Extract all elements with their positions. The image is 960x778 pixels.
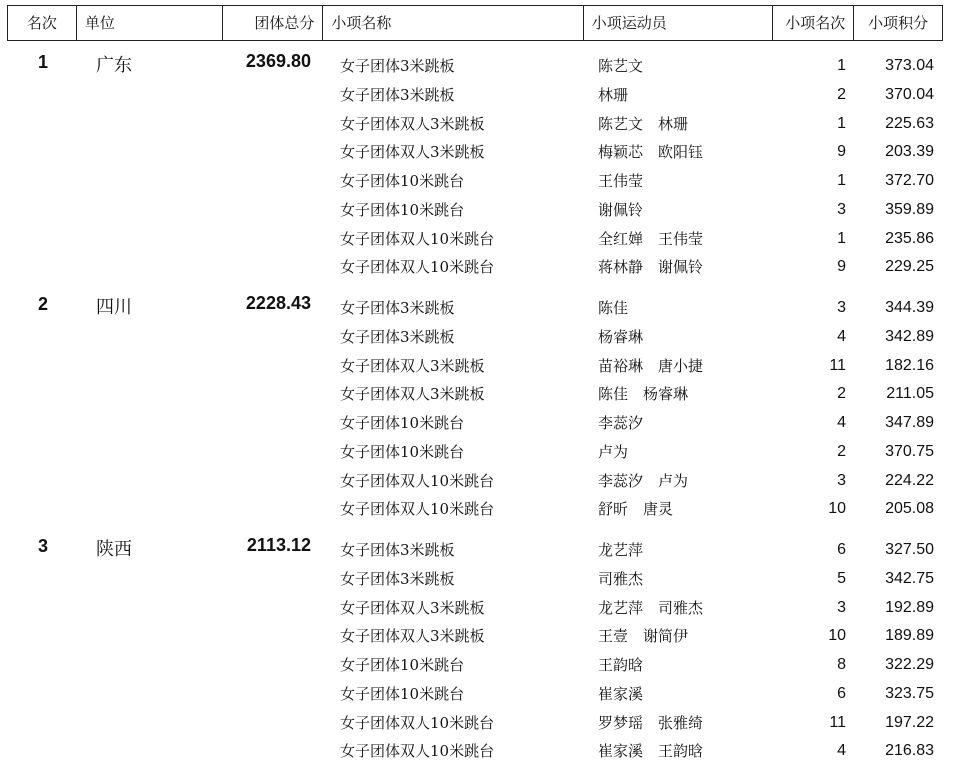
table-row [0,409,960,438]
event-rank: 6 [837,684,846,702]
event-rank: 3 [837,299,846,316]
event-score: 373.04 [885,57,934,74]
event-athletes: 司雅杰 [598,569,644,588]
table-row [0,81,960,110]
event-score: 235.86 [885,229,934,247]
event-name: 女子团体10米跳台 [340,172,465,190]
event-score: 347.89 [885,414,934,431]
event-score: 216.83 [885,742,934,760]
event-name: 女子团体10米跳台 [340,684,465,703]
event-name: 女子团体3米跳板 [340,569,455,588]
event-athletes: 蒋林静 谢佩铃 [598,258,704,277]
team-unit: 陕西 [96,539,132,560]
event-name: 女子团体3米跳板 [340,541,455,559]
event-name: 女子团体双人10米跳台 [340,258,495,277]
header-event-rank: 小项名次 [773,6,854,40]
event-score: 197.22 [885,713,934,731]
event-score: 370.75 [885,442,934,460]
event-rank: 11 [829,356,846,374]
event-score: 370.04 [885,85,934,103]
event-score: 342.75 [885,569,934,587]
event-name: 女子团体双人3米跳板 [340,385,485,404]
event-name: 女子团体双人3米跳板 [340,356,485,375]
event-athletes: 陈艺文 [598,57,644,75]
event-rank: 4 [837,742,846,760]
event-rank: 3 [837,200,846,218]
event-score: 203.39 [885,143,934,161]
event-athletes: 卢为 [598,442,629,461]
event-rank: 2 [837,85,846,103]
event-name: 女子团体3米跳板 [340,85,455,104]
event-athletes: 李蕊汐 卢为 [598,471,689,490]
event-score: 372.70 [885,172,934,189]
event-name: 女子团体3米跳板 [340,299,455,317]
event-rank: 9 [837,143,846,161]
event-athletes: 林珊 [598,85,629,104]
team-total: 2228.43 [245,293,311,313]
event-rank: 1 [837,114,846,132]
event-rank: 6 [837,541,846,558]
event-athletes: 舒昕 唐灵 [598,500,674,519]
table-row [0,294,960,323]
table-row [0,253,960,282]
header-event: 小项名称 [323,6,583,40]
event-score: 189.89 [885,627,934,645]
event-name: 女子团体双人10米跳台 [340,500,495,519]
event-rank: 10 [828,627,846,645]
event-rank: 4 [837,414,846,431]
table-row [0,495,960,524]
table-row [0,196,960,225]
event-score: 327.50 [885,541,934,558]
team-total: 2369.80 [245,51,311,71]
event-score: 211.05 [886,385,934,403]
event-rank: 2 [837,442,846,460]
team-rank: 3 [38,536,49,556]
event-score: 225.63 [885,114,934,132]
event-rows [0,536,960,766]
team-rank: 2 [38,294,49,314]
event-athletes: 龙艺萍 司雅杰 [598,598,704,617]
table-row [0,52,960,81]
event-athletes: 王伟莹 [598,172,644,190]
event-name: 女子团体双人3米跳板 [340,627,485,646]
table-header [7,5,943,41]
event-name: 女子团体10米跳台 [340,656,465,674]
event-rank: 9 [837,258,846,276]
event-athletes: 杨睿琳 [598,327,644,346]
event-name: 女子团体双人10米跳台 [340,713,495,732]
event-score: 192.89 [885,598,934,616]
header-rank: 名次 [8,6,77,40]
event-rank: 1 [837,172,846,189]
event-name: 女子团体双人10米跳台 [340,471,495,490]
table-row [0,565,960,594]
event-athletes: 苗裕琳 唐小捷 [598,356,704,375]
event-athletes: 陈佳 杨睿琳 [598,385,689,404]
team-unit: 广东 [96,55,132,76]
event-rank: 3 [837,598,846,616]
event-name: 女子团体双人10米跳台 [340,742,495,761]
event-rows [0,52,960,282]
event-athletes: 陈艺文 林珊 [598,114,689,133]
event-name: 女子团体双人3米跳板 [340,598,485,617]
event-rank: 2 [837,385,846,403]
event-score: 342.89 [885,327,934,345]
table-row [0,167,960,196]
event-athletes: 梅颖芯 欧阳钰 [598,143,704,162]
event-score: 229.25 [885,258,934,276]
team-rank: 1 [38,52,49,72]
event-score: 182.16 [885,356,934,374]
event-athletes: 李蕊汐 [598,414,644,432]
event-athletes: 谢佩铃 [598,200,644,219]
event-score: 322.29 [885,656,934,673]
event-rank: 10 [828,500,846,518]
table-row [0,110,960,139]
event-rows [0,294,960,524]
event-name: 女子团体10米跳台 [340,442,465,461]
table-row [0,138,960,167]
event-rank: 3 [837,471,846,489]
event-athletes: 龙艺萍 [598,541,644,559]
table-row [0,737,960,766]
table-row [0,622,960,651]
event-athletes: 王韵晗 [598,656,644,674]
event-rank: 8 [837,656,846,673]
event-rank: 4 [837,327,846,345]
event-rank: 11 [829,713,846,731]
table-row [0,651,960,680]
team-total: 2113.12 [246,535,311,555]
event-score: 359.89 [885,200,934,218]
table-row [0,323,960,352]
event-athletes: 全红婵 王伟莹 [598,229,704,248]
header-event-score: 小项积分 [868,14,929,32]
event-name: 女子团体10米跳台 [340,414,465,432]
event-name: 女子团体双人3米跳板 [340,143,485,162]
header-athletes: 小项运动员 [584,6,774,40]
table-row [0,536,960,565]
event-name: 女子团体双人10米跳台 [340,229,495,248]
event-athletes: 崔家溪 [598,684,644,703]
event-name: 女子团体10米跳台 [340,200,465,219]
event-score: 224.22 [885,471,934,489]
table-row [0,594,960,623]
table-row [0,680,960,709]
header-total: 团体总分 [223,6,324,40]
table-row [0,438,960,467]
event-athletes: 崔家溪 王韵晗 [598,742,704,761]
event-name: 女子团体双人3米跳板 [340,114,485,133]
team-unit: 四川 [96,297,132,318]
event-rank: 5 [837,569,846,587]
event-athletes: 罗梦瑶 张雅绮 [598,713,704,732]
event-score: 344.39 [885,299,934,316]
event-score: 323.75 [885,684,934,702]
event-name: 女子团体3米跳板 [340,57,455,75]
table-row [0,380,960,409]
event-rank: 1 [837,57,846,74]
table-row [0,467,960,496]
table-row [0,225,960,254]
table-row [0,352,960,381]
table-row [0,709,960,738]
event-athletes: 陈佳 [598,299,629,317]
header-unit: 单位 [77,6,223,40]
event-score: 205.08 [885,500,934,518]
event-name: 女子团体3米跳板 [340,327,455,346]
event-rank: 1 [837,229,846,247]
event-athletes: 王壹 谢简伊 [598,627,689,646]
